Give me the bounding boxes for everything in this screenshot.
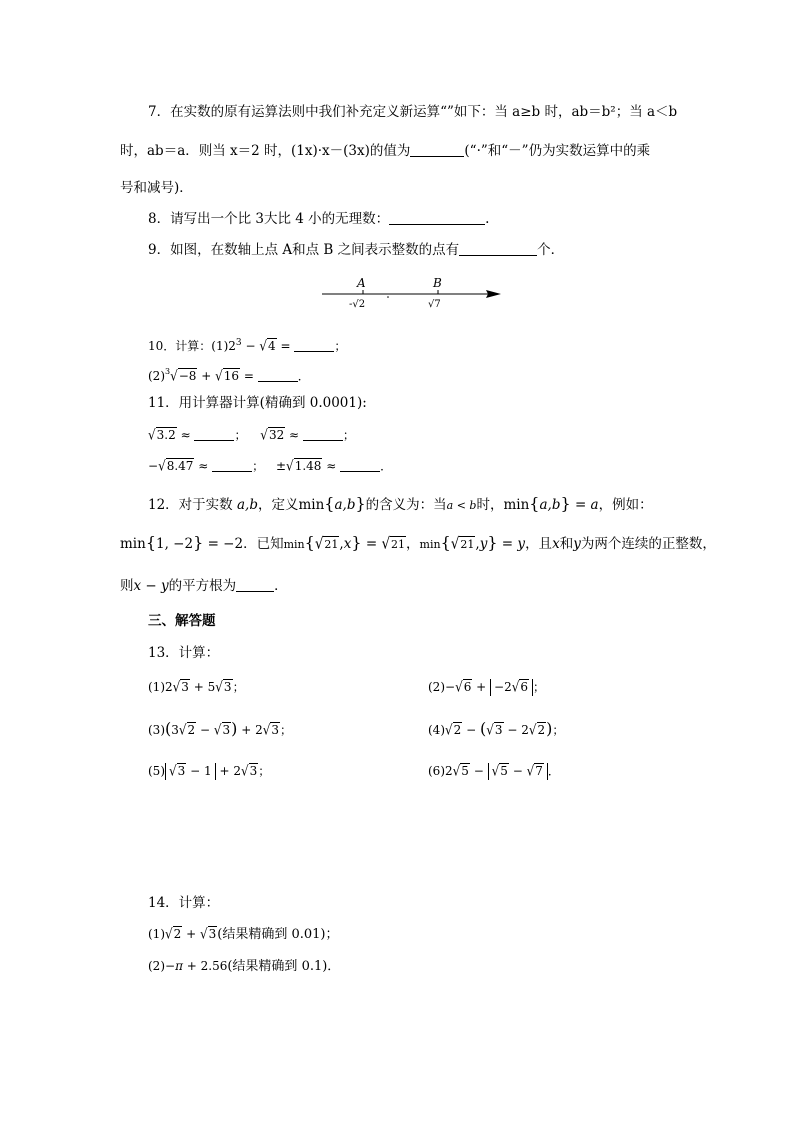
op: − [462,723,480,737]
radicand: 5 [500,764,508,778]
sqrt-icon: √ [213,721,222,739]
op: − [445,680,456,694]
min-args: a,b [539,497,561,513]
q10-base: 2 [228,339,236,353]
op: − [494,680,505,694]
var-y: y [479,536,488,552]
sqrt-icon: √ [172,678,181,696]
radicand: 3 [222,723,231,737]
sqrt-icon: √ [260,426,268,444]
q10-eq-2: = [240,369,258,383]
q12-end: ． [274,578,288,594]
op: + [237,723,256,737]
sep: ； [533,680,546,694]
q12-text-e: ，例如： [598,497,653,513]
sqrt-icon: √ [491,762,500,779]
q11-title [148,393,367,413]
q7-line1 [148,102,677,122]
q10-answer-blank-2[interactable] [258,368,298,382]
q9-line [148,240,564,260]
q12-text-d: 时， [476,497,504,513]
q13-item-2 [428,677,545,697]
approx-sign: ≈ [322,459,341,473]
q14-note-2: (结果精确到 0.1)． [227,959,341,974]
point-a-label: A [357,276,366,290]
q11-line2 [148,456,392,476]
point-b-label: B [433,276,442,290]
q10-end: ． [297,369,310,383]
q11-sep: ； [234,428,247,442]
sqrt-icon: √ [169,762,177,779]
q12-text-b: ，定义 [257,497,299,513]
min-func: min [283,538,305,551]
q11-neg: − [148,459,159,473]
min-args: a,b [334,497,356,513]
radicand: 3 [181,680,189,694]
min-func: min [503,497,530,513]
value-b-label: √7 [428,299,441,310]
sqrt-icon: √ [445,721,453,739]
q12-text-j: 则 [120,578,134,594]
item-label: (6) [428,764,445,778]
q12-answer-blank[interactable] [236,578,274,592]
q7-text-2: 时，ab＝a．则当 x＝2 时，(1x)·x－(3x)的值为 [120,143,411,159]
item-label: (4) [428,723,445,737]
q7-text-3: 号和减号)． [120,180,193,196]
q14-title-text: 14．计算： [148,895,220,911]
q12-text-f: ．已知 [243,536,284,552]
sqrt-icon: √ [528,721,537,739]
q11-answer-blank-3[interactable] [212,458,252,472]
radicand: 3 [223,680,232,694]
item-label: (3) [148,723,165,737]
absolute-value: √3 − 1 [165,763,216,780]
q12-line3 [120,576,288,596]
radicand: 3 [208,927,217,941]
q13-item-1 [148,677,245,697]
sqrt-icon: √ [148,426,156,444]
coef: 5 [207,680,216,694]
sqrt-icon: √ [381,534,391,554]
op: − [508,764,527,778]
sqrt-icon: √ [158,457,166,475]
q10-root-index: 3 [165,367,171,376]
q11-answer-blank-2[interactable] [303,427,343,441]
min-func: min [298,497,325,513]
radicand-21: 21 [324,538,339,551]
item-label: (1) [148,680,165,694]
example-result: = −2 [203,536,244,552]
item-label: (5) [148,764,165,778]
q7-text-2-tail: (“·”和“－”仍为实数运算中的乘 [464,143,651,159]
q11-answer-blank-1[interactable] [194,427,234,441]
sep: ； [258,764,271,778]
coef: 2 [255,723,263,737]
sqrt-icon: √ [215,367,223,385]
q12-comma: ， [406,536,420,552]
coef: 2 [165,680,173,694]
approx-sign: ≈ [176,428,195,442]
q11-radicand-4: 1.48 [294,459,322,473]
q8-text: 8．请写出一个比 3大比 4 小的无理数： [148,211,390,227]
radicand-21: 21 [391,538,406,551]
value-a-label: -√2 [349,299,366,310]
sqrt-icon: √ [452,762,461,780]
approx-sign: ≈ [285,428,303,442]
op: − [196,723,214,737]
origin-dot [387,296,389,298]
radicand: 3 [249,764,258,778]
radicand: 7 [535,764,543,778]
q11-answer-blank-4[interactable] [340,458,380,472]
q10-minus: − [241,339,260,353]
sqrt-icon: √ [170,367,178,385]
radicand: 6 [463,680,472,694]
q12-text-a: 12．对于实数 [148,497,233,513]
number-line-figure [318,274,508,314]
radicand: 3 [177,764,186,778]
q7-line3 [120,178,193,198]
end: ． [547,764,560,778]
absolute-value [490,679,533,696]
q8-end: . [485,211,490,227]
q12-text-i: 为两个连续的正整数， [580,536,716,552]
op: − [469,764,488,778]
coef: 2 [445,764,453,778]
q12-text-k: 的平方根为 [168,578,237,594]
q13-item-3: (3)(3√2 − √3) + 2√3； [148,719,292,740]
q12-text-h: 和 [559,536,574,552]
radicand: 2 [187,723,196,737]
sqrt-icon: √ [286,457,294,475]
sqrt-icon: √ [165,925,173,943]
item-label: (1) [148,927,165,941]
q9-answer-blank[interactable] [459,242,537,256]
q13-item-4: (4)√2 − (√3 − 2√2)； [428,719,564,740]
section-title-text: 三、解答题 [148,613,216,629]
sep: ； [232,680,245,694]
sep: ； [280,723,293,737]
q10-intro: 10．计算：(1) [148,339,229,353]
sqrt-icon: √ [178,721,187,739]
q14-title [148,893,219,913]
sqrt-icon: √ [450,534,460,554]
coef: 2 [521,723,529,737]
q11-line1 [148,425,355,445]
item-label: (2) [428,680,445,694]
q8-answer-blank[interactable] [389,211,485,225]
q10-answer-blank-1[interactable] [294,338,334,352]
op: + [182,927,200,941]
radicand: 5 [461,764,469,778]
min-result: = a [570,497,599,513]
q10-radicand-3: 16 [223,369,240,383]
q10-part2-label: (2) [148,369,165,383]
radicand: 3 [494,723,503,737]
q11-end: ． [380,459,393,473]
q12-expr: x − y [133,578,169,594]
radicand: 3 [271,723,280,737]
coef: 3 [171,723,179,737]
op: + [189,680,208,694]
q13-title-text: 13．计算： [148,645,220,661]
q10-line1 [148,333,346,356]
var-x: x [552,536,560,552]
q9-text: 9．如图，在数轴上点 A和点 B 之间表示整数的点有 [148,242,460,258]
sqrt-icon: √ [526,762,535,779]
coef: 2 [233,764,241,778]
plus-minus-sign: ± [275,459,287,473]
q13-item-6 [428,761,560,781]
sqrt-icon: √ [262,721,271,739]
q13-item-5 [148,761,270,781]
sqrt-icon: √ [215,678,223,696]
section-title [148,611,216,631]
coef: 2 [504,680,512,694]
q12-vars: a,b [236,497,258,513]
q11-radicand-3: 8.47 [166,459,194,473]
absolute-value [488,763,548,780]
sep: ； [552,723,565,737]
sqrt-icon: √ [259,337,267,355]
q12-line1: 12．对于实数 a,b，定义min{a,b}的含义为：当a < b时，min{a,b} = a，例如： [148,494,653,513]
sqrt-icon: √ [199,925,208,943]
var-x: x [343,536,352,552]
sqrt-icon: √ [314,534,324,554]
q10-plus: + [197,369,216,383]
q10-sep: ； [334,339,347,353]
sqrt-icon: √ [240,762,249,780]
q7-text-1: 7．在实数的原有运算法则中我们补充定义新运算“”如下：当 a≥b 时，ab＝b²；当 a＜b [148,104,678,120]
number-line-arrow [486,290,501,298]
q10-radicand-1: 4 [268,339,276,353]
q9-end: 个． [537,242,565,258]
q11-sep: ； [342,428,355,442]
q10-radicand-2: −8 [178,369,197,383]
q12-text-g: ，且 [525,536,553,552]
radicand: 6 [520,680,529,694]
q8-line [148,209,489,229]
q12-text-c: 的含义为：当 [365,497,447,513]
min-func: min [120,536,146,552]
q10-exponent: 3 [235,338,242,348]
q11-sep: ； [252,459,265,473]
q14-note-1: (结果精确到 0.01)； [217,927,339,942]
q7-line2 [120,141,650,161]
approx-sign: ≈ [194,459,213,473]
op: − [503,723,522,737]
q14-expr: + 2.56 [182,959,228,973]
example-args: 1, −2 [156,536,194,552]
q13-title [148,643,219,663]
op: + [215,764,234,778]
q10-eq-1: = [276,339,295,353]
sqrt-icon: √ [455,678,463,696]
var-y: y [517,536,526,552]
pi-symbol: π [175,959,183,973]
radicand: 2 [537,723,546,737]
q14-line2 [148,956,340,977]
q11-title-text: 11．用计算器计算(精确到 0.0001): [148,395,367,411]
op: + [472,680,491,694]
sqrt-icon: √ [511,678,520,695]
sqrt-icon: √ [486,721,494,739]
q12-condition: a < b [446,499,477,512]
q12-line2: min{1, −2} = −2．已知min{√21,x} = √21，min{√21,y} = y，且x和y为两个连续的正整数， [120,533,716,555]
var-y: y [573,536,581,552]
q11-radicand-2: 32 [268,428,285,442]
q7-answer-blank[interactable] [410,143,464,157]
radicand-21: 21 [460,538,475,551]
item-label: (2)− [148,959,176,973]
min-func: min [419,538,441,551]
q14-line1 [148,924,339,945]
q11-radicand-1: 3.2 [156,428,176,442]
q10-line2 [148,362,310,386]
radicand: 2 [453,723,462,737]
radicand: 2 [173,927,182,941]
